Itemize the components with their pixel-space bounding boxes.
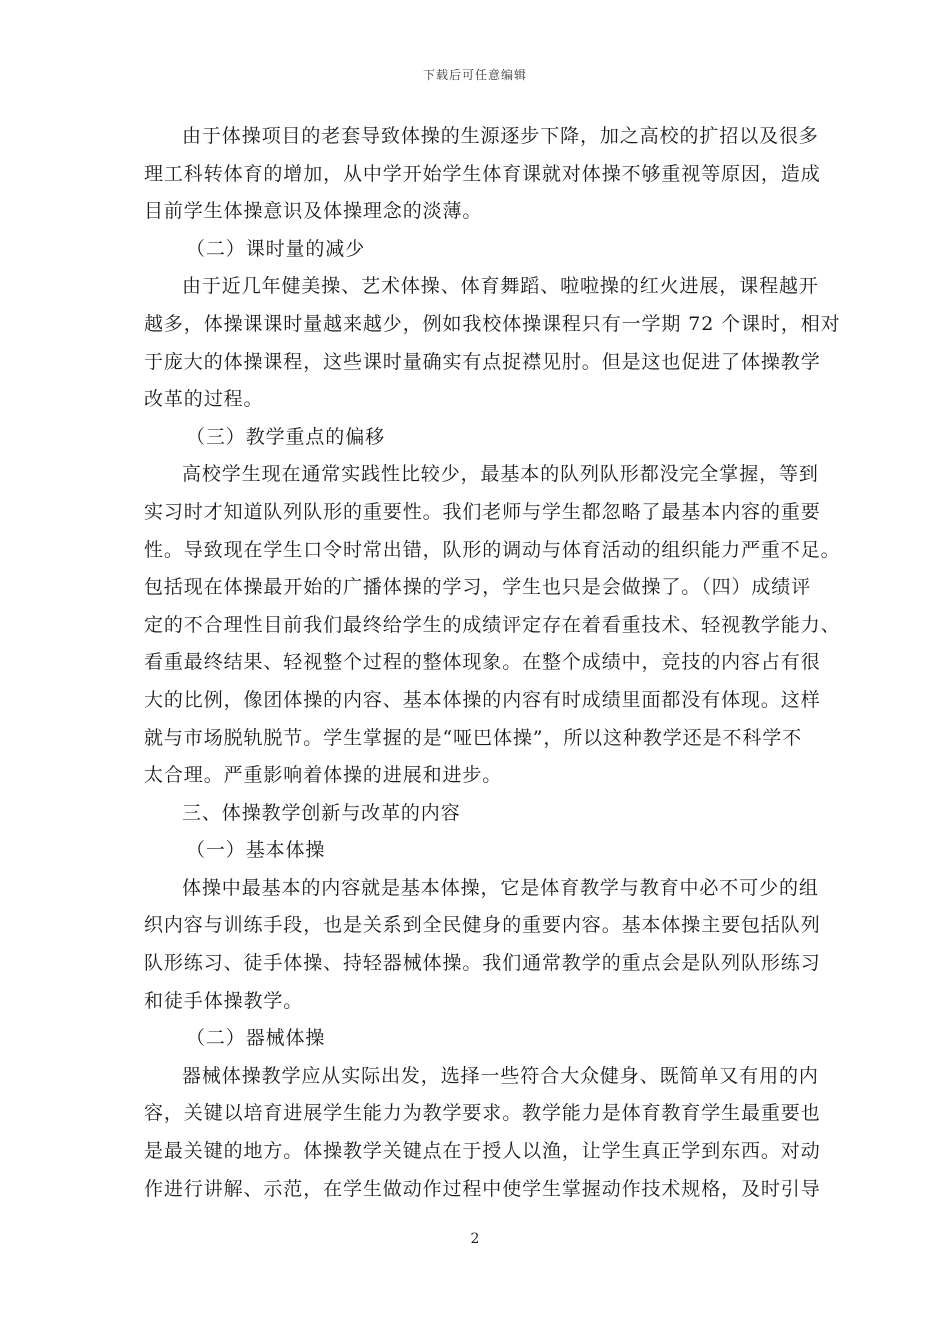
chapter-heading: 三、体操教学创新与改革的内容 xyxy=(182,801,461,824)
paragraph-line: 看重最终结果、轻视整个过程的整体现象。在整个成绩中，竞技的内容占有很 xyxy=(144,651,821,674)
document-body xyxy=(144,118,841,1208)
paragraph-line: 和徒手体操教学。 xyxy=(144,989,304,1012)
paragraph-line: 目前学生体操意识及体操理念的淡薄。 xyxy=(144,200,483,223)
page-header: 下载后可任意编辑 xyxy=(422,68,527,82)
paragraph-line: 是最关键的地方。体操教学关键点在于授人以渔，让学生真正学到东西。对动 xyxy=(144,1140,821,1163)
paragraph-line: 由于近几年健美操、艺术体操、体育舞蹈、啦啦操的红火进展，课程越开 xyxy=(182,275,819,298)
page-number: 2 xyxy=(470,1231,480,1247)
paragraph-line: 织内容与训练手段，也是关系到全民健身的重要内容。基本体操主要包括队列 xyxy=(144,914,821,937)
paragraph-line: 性。导致现在学生口令时常出错，队形的调动与体育活动的组织能力严重不足。 xyxy=(144,538,841,561)
paragraph-line: 体操中最基本的内容就是基本体操，它是体育教学与教育中必不可少的组 xyxy=(182,876,819,899)
paragraph-line: 就与市场脱轨脱节。学生掌握的是“哑巴体操”，所以这种教学还是不科学不 xyxy=(144,726,803,749)
paragraph-line: 越多，体操课课时量越来越少，例如我校体操课程只有一学期 72 个课时，相对 xyxy=(144,312,841,335)
section-heading: （二）课时量的减少 xyxy=(186,237,366,260)
paragraph-line: 定的不合理性目前我们最终给学生的成绩评定存在着看重技术、轻视教学能力、 xyxy=(144,613,841,636)
paragraph-line: 队形练习、徒手体操、持轻器械体操。我们通常教学的重点会是队列队形练习 xyxy=(144,952,821,975)
paragraph-line: 改革的过程。 xyxy=(144,388,264,411)
paragraph-line: 器械体操教学应从实际出发，选择一些符合大众健身、既简单又有用的内 xyxy=(182,1064,819,1087)
paragraph-line: 由于体操项目的老套导致体操的生源逐步下降，加之高校的扩招以及很多 xyxy=(182,125,819,147)
paragraph-line: 作进行讲解、示范，在学生做动作过程中使学生掌握动作技术规格，及时引导 xyxy=(144,1177,821,1200)
paragraph-line: 实习时才知道队列队形的重要性。我们老师与学生都忽略了最基本内容的重要 xyxy=(144,500,821,523)
paragraph-line: 太合理。严重影响着体操的进展和进步。 xyxy=(144,764,503,787)
paragraph-line: 大的比例，像团体操的内容、基本体操的内容有时成绩里面都没有体现。这样 xyxy=(144,688,821,711)
section-heading: （三）教学重点的偏移 xyxy=(186,425,386,448)
paragraph-line: 于庞大的体操课程，这些课时量确实有点捉襟见肘。但是这也促进了体操教学 xyxy=(144,350,821,373)
paragraph-line: 高校学生现在通常实践性比较少，最基本的队列队形都没完全掌握，等到 xyxy=(182,463,819,486)
section-heading: （一）基本体操 xyxy=(186,839,326,862)
paragraph-line: 包括现在体操最开始的广播体操的学习，学生也只是会做操了。（四）成绩评 xyxy=(144,576,812,599)
paragraph-line: 理工科转体育的增加，从中学开始学生体育课就对体操不够重视等原因，造成 xyxy=(144,162,821,185)
section-heading: （二）器械体操 xyxy=(186,1027,326,1050)
paragraph-line: 容，关键以培育进展学生能力为教学要求。教学能力是体育教育学生最重要也 xyxy=(144,1102,821,1125)
